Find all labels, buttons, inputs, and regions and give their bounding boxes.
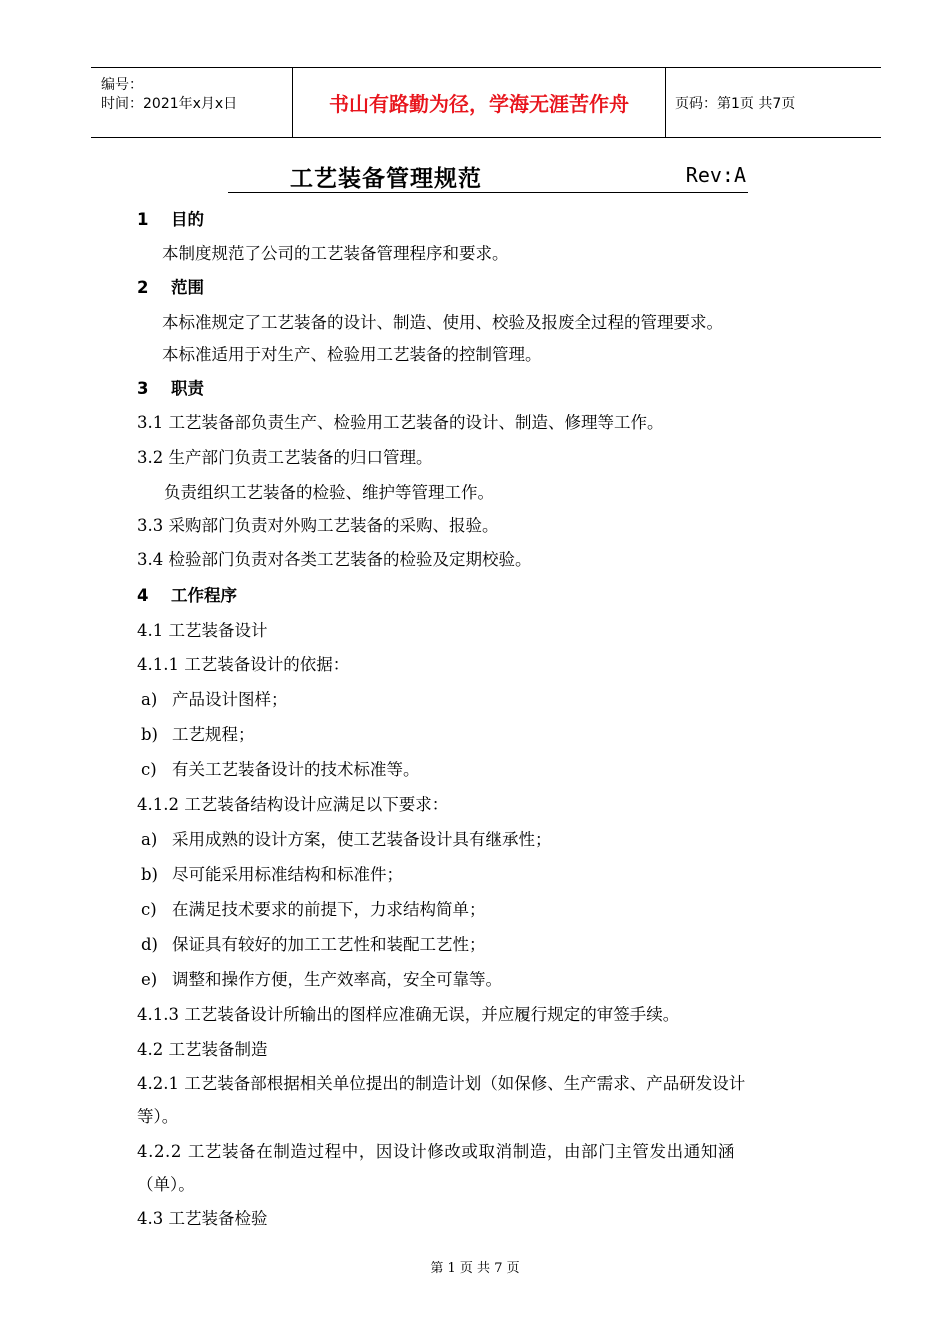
- list-text: 产品设计图样；: [172, 690, 288, 709]
- section-heading: [137, 585, 237, 607]
- paragraph: 4.2.2 工艺装备在制造过程中，因设计修改或取消制造，由部门主管发出通知涵: [137, 1142, 736, 1161]
- number-label: 编号：: [101, 77, 143, 93]
- list-item: [141, 969, 502, 991]
- section-heading: [137, 277, 204, 299]
- list-item: [141, 864, 403, 886]
- list-item: [141, 829, 552, 851]
- section-title: 工作程序: [171, 586, 237, 605]
- time-label: 时间：2021年x月x日: [101, 96, 238, 112]
- section-number: 3: [137, 379, 149, 398]
- list-label: b): [141, 865, 158, 884]
- paragraph: 本标准适用于对生产、检验用工艺装备的控制管理。: [162, 345, 542, 364]
- list-text: 采用成熟的设计方案，使工艺装备设计具有继承性；: [172, 830, 552, 849]
- revision-label: Rev:A: [685, 163, 746, 187]
- subsection-heading: 4.3 工艺装备检验: [137, 1209, 268, 1228]
- section-number: 4: [137, 586, 149, 605]
- paragraph: 4.2.1 工艺装备部根据相关单位提出的制造计划（如保修、生产需求、产品研发设计: [137, 1074, 746, 1093]
- subsection-heading: 4.1.1 工艺装备设计的依据：: [137, 655, 350, 674]
- subsection-heading: 4.2 工艺装备制造: [137, 1040, 268, 1059]
- section-heading: [137, 378, 204, 400]
- list-text: 工艺规程；: [172, 725, 255, 744]
- list-label: e): [141, 970, 158, 989]
- list-text: 有关工艺装备设计的技术标准等。: [172, 760, 420, 779]
- list-item: [141, 899, 486, 921]
- subsection-heading: 4.1 工艺装备设计: [137, 621, 268, 640]
- list-text: 调整和操作方便，生产效率高，安全可靠等。: [172, 970, 502, 989]
- section-number: 2: [137, 278, 149, 297]
- header-page-label: 页码：第1页 共7页: [675, 95, 796, 112]
- paragraph: 负责组织工艺装备的检验、维护等管理工作。: [164, 483, 494, 502]
- section-heading: [137, 209, 204, 231]
- document-header: [91, 67, 881, 138]
- section-title: 职责: [171, 379, 204, 398]
- paragraph: 3.1 工艺装备部负责生产、检验用工艺装备的设计、制造、修理等工作。: [137, 413, 664, 432]
- section-title: 目的: [171, 210, 204, 229]
- paragraph: 3.3 采购部门负责对外购工艺装备的采购、报验。: [137, 516, 499, 535]
- paragraph: 等）。: [137, 1107, 179, 1126]
- section-title: 范围: [171, 278, 204, 297]
- header-motto: 书山有路勤为径，学海无涯苦作舟: [329, 92, 629, 116]
- paragraph: 3.2 生产部门负责工艺装备的归口管理。: [137, 448, 433, 467]
- list-item: [141, 724, 255, 746]
- list-text: 保证具有较好的加工工艺性和装配工艺性；: [172, 935, 486, 954]
- paragraph: 3.4 检验部门负责对各类工艺装备的检验及定期校验。: [137, 550, 532, 569]
- header-meta: [91, 68, 291, 137]
- list-label: c): [141, 900, 157, 919]
- paragraph: 本标准规定了工艺装备的设计、制造、使用、校验及报废全过程的管理要求。: [162, 313, 723, 332]
- list-text: 尽可能采用标准结构和标准件；: [172, 865, 403, 884]
- list-text: 在满足技术要求的前提下，力求结构简单；: [172, 900, 486, 919]
- list-label: b): [141, 725, 158, 744]
- list-item: [141, 934, 486, 956]
- document-title: 工艺装备管理规范: [290, 166, 482, 192]
- header-divider: [665, 68, 666, 137]
- paragraph: 本制度规范了公司的工艺装备管理程序和要求。: [162, 244, 509, 263]
- list-label: a): [141, 830, 158, 849]
- paragraph: （单）。: [137, 1175, 195, 1194]
- list-label: c): [141, 760, 157, 779]
- subsection-heading: 4.1.2 工艺装备结构设计应满足以下要求：: [137, 795, 449, 814]
- page-footer: 第 1 页 共 7 页: [430, 1261, 520, 1276]
- list-item: [141, 759, 420, 781]
- list-item: [141, 689, 288, 711]
- title-row: [228, 160, 748, 193]
- paragraph: 4.1.3 工艺装备设计所输出的图样应准确无误，并应履行规定的审签手续。: [137, 1005, 680, 1024]
- list-label: d): [141, 935, 158, 954]
- section-number: 1: [137, 210, 149, 229]
- list-label: a): [141, 690, 158, 709]
